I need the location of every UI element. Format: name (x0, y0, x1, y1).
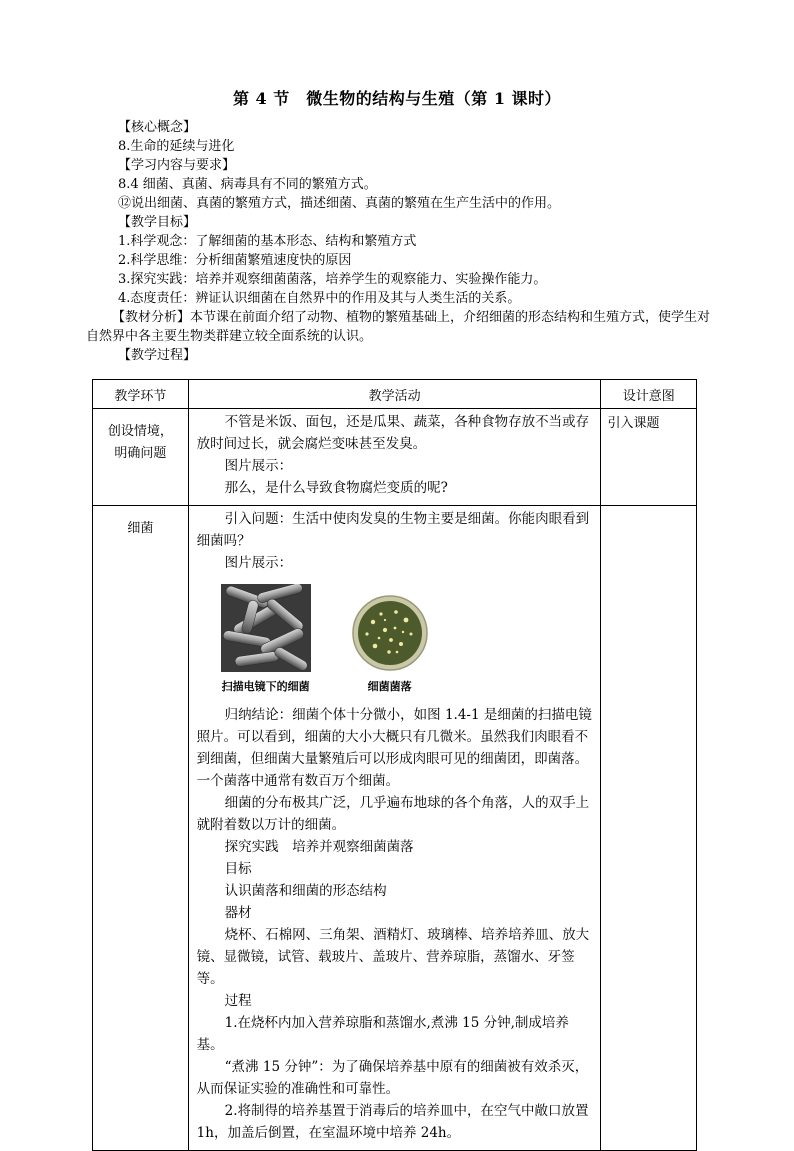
row1-activity-1: 不管是米饭、面包，还是瓜果、蔬菜，各种食物存放不当或存放时间过长，就会腐烂变味甚至发臭。 (196, 414, 590, 452)
row1-intent: 引入课题 (601, 409, 697, 506)
goal-item-3: 3.探究实践：培养并观察细菌菌落，培养学生的观察能力、实验操作能力。 (118, 272, 547, 287)
figure-sem-bacteria (221, 584, 311, 698)
figure-bacterial-colony (351, 594, 429, 698)
figure-group (197, 584, 595, 698)
header-stage: 教学环节 (93, 380, 189, 409)
equip-text: 烧杯、石棉网、三角架、酒精灯、玻璃棒、培养培养皿、放大镜、显微镜，试管、载玻片、盖玻片、营养琼脂，蒸馏水、牙签等。 (196, 927, 590, 987)
textbook-analysis: 【教材分析】本节课在前面介绍了动物、植物的繁殖基础上，介绍细菌的形态结构和生殖方式，使学生对自然界中各主要生物类群建立较全面系统的认识。 (86, 310, 711, 344)
lesson-meta (86, 118, 712, 365)
step-2: 2.将制得的培养基置于消毒后的培养皿中，在空气中敞口放置 1h，加盖后倒置，在室温环境中培养 24h。 (196, 1103, 589, 1141)
header-activity: 教学活动 (188, 380, 601, 409)
row2-para-2: 细菌的分布极其广泛，几乎遍布地球的各个角落，人的双手上就附着数以万计的细菌。 (196, 795, 590, 833)
lesson-process-table (92, 379, 697, 1151)
row2-stage-text: 细菌 (127, 521, 154, 536)
step-1: 1.在烧杯内加入营养琼脂和蒸馏水,煮沸 15 分钟,制成培养基。 (196, 1015, 569, 1053)
table-header-row (93, 380, 697, 409)
colony-dish-image (351, 594, 429, 672)
goal-item-1: 1.科学观念：了解细菌的基本形态、结构和繁殖方式 (118, 234, 417, 249)
sem-bacteria-image (221, 584, 311, 672)
header-intent: 设计意图 (601, 380, 697, 409)
fig1-caption: 扫描电镜下的细菌 (221, 680, 310, 693)
content-item-1: 8.4 细菌、真菌、病毒具有不同的繁殖方式。 (118, 177, 377, 192)
core-concept: 8.生命的延续与进化 (118, 139, 235, 154)
goal-text: 认识菌落和细菌的形态结构 (224, 883, 387, 899)
content-item-2: ⑫说出细菌、真菌的繁殖方式，描述细菌、真菌的繁殖在生产生活中的作用。 (118, 196, 561, 211)
row2-stage (93, 506, 189, 1151)
row1-stage-text: 创设情境，明确问题 (107, 424, 173, 461)
row2-intro: 引入问题：生活中使肉发臭的生物主要是细菌。你能肉眼看到细菌吗？ (196, 511, 590, 549)
row2-activity (188, 506, 601, 1151)
step-1-note: “煮沸 15 分钟”：为了确保培养基中原有的细菌被有效杀灭，从而保证实验的准确性和可靠性。 (196, 1059, 589, 1097)
table-row (93, 506, 697, 1151)
core-concept-heading: 【核心概念】 (118, 120, 197, 135)
content-heading: 【学习内容与要求】 (118, 158, 236, 173)
page-title: 第 4 节 微生物的结构与生殖（第 1 课时） (232, 89, 562, 108)
goal-item-2: 2.科学思维：分析细菌繁殖速度快的原因 (118, 253, 352, 268)
goals-heading: 【教学目标】 (118, 215, 197, 230)
table-row (93, 409, 697, 506)
row1-activity-3: 那么，是什么导致食物腐烂变质的呢? (224, 480, 448, 496)
practice-title: 探究实践 培养并观察细菌菌落 (224, 839, 414, 855)
process-label: 过程 (224, 993, 252, 1009)
row2-para-1: 归纳结论：细菌个体十分微小，如图 1.4-1 是细菌的扫描电镜照片。可以看到，细菌的大小大概只有几微米。虽然我们肉眼看不到细菌，但细菌大量繁殖后可以形成肉眼可见的细菌团，即菌落。一个菌落中通常有数百万个细菌。 (196, 707, 592, 789)
fig2-caption: 细菌菌落 (367, 680, 412, 693)
equip-label: 器材 (224, 905, 252, 921)
process-heading: 【教学过程】 (118, 348, 197, 363)
row1-stage (93, 409, 189, 506)
row2-intent (601, 506, 697, 1151)
row1-activity (188, 409, 601, 506)
goal-label: 目标 (224, 861, 252, 877)
row2-show: 图片展示： (224, 555, 293, 571)
row1-activity-2: 图片展示： (224, 458, 293, 474)
goal-item-4: 4.态度责任：辨证认识细菌在自然界中的作用及其与人类生活的关系。 (118, 291, 521, 306)
